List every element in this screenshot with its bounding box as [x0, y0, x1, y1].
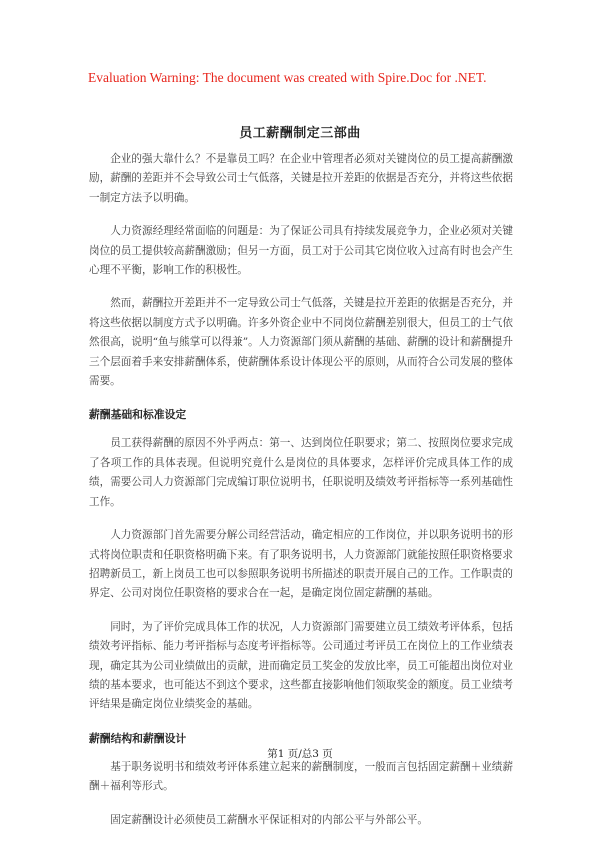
intro-paragraph-2: 人力资源经理经常面临的问题是：为了保证公司具有持续发展竞争力，企业必须对关键岗位的员工提供较高薪酬激励；但另一方面，员工对于公司其它岗位收入过高有时也会产生心理不平衡，影响工作的积极性。 [89, 225, 513, 277]
document-title: 员工薪酬制定三部曲 [239, 126, 361, 141]
intro-paragraph-1: 企业的强大靠什么？不是靠员工吗？在企业中管理者必须对关键岗位的员工提高薪酬激励，薪酬的差距并不会导致公司士气低落，关键是拉开差距的依据是否充分，并将这些依据一制定方法予以明确。 [89, 153, 513, 204]
document-body [89, 150, 513, 844]
intro-paragraph-3: 然而，薪酬拉开差距并不一定导致公司士气低落，关键是拉开差距的依据是否充分，并将这些依据以制度方式予以明确。许多外资企业中不同岗位薪酬差别很大，但员工的士气依然很高，说明“鱼与熊掌可以得兼”。人力资源部门须从薪酬的基础、薪酬的设计和薪酬提升三个层面着手来安排薪酬体系，使薪酬体系设计体现公平的原则，从而符合公司发展的整体需要。 [89, 297, 513, 388]
section1-paragraph-3: 同时，为了评价完成具体工作的状况，人力资源部门需要建立员工绩效考评体系，包括绩效考评指标、能力考评指标与态度考评指标等。公司通过考评员工在岗位上的工作业绩表现，确定其为公司业绩做出的贡献，进而确定员工奖金的发放比率，员工可能超出岗位对业绩的基本要求，也可能达不到这个要求，这些都直接影响他们领取奖金的额度。员工业绩考评结果是确定岗位业绩奖金的基础。 [89, 620, 513, 711]
section-heading-salary-basis: 薪酬基础和标准设定 [89, 408, 187, 422]
evaluation-warning: Evaluation Warning: The document was created with Spire.Doc for .NET. [88, 70, 487, 85]
section1-paragraph-2: 人力资源部门首先需要分解公司经营活动，确定相应的工作岗位，并以职务说明书的形式将岗位职责和任职资格明确下来。有了职务说明书，人力资源部门就能按照任职资格要求招聘新员工，新上岗员工也可以参照职务说明书所描述的职责开展自己的工作。工作职责的界定、公司对岗位任职资格的要求合在一起，是确定岗位固定薪酬的基础。 [89, 529, 513, 600]
section2-paragraph-1: 基于职务说明书和绩效考评体系建立起来的薪酬制度，一般而言包括固定薪酬＋业绩薪酬＋福利等形式。 [89, 760, 513, 793]
section1-paragraph-1: 员工获得薪酬的原因不外乎两点：第一、达到岗位任职要求；第二、按照岗位要求完成了各项工作的具体表现。但说明究竟什么是岗位的具体要求，怎样评价完成具体工作的成绩，需要公司人力资源部门完成编订职位说明书，任职说明及绩效考评指标等一系列基础性工作。 [89, 437, 513, 508]
section2-paragraph-2: 固定薪酬设计必须使员工薪酬水平保证相对的内部公平与外部公平。 [110, 813, 428, 826]
section-heading-salary-structure: 薪酬结构和薪酬设计 [89, 731, 187, 745]
page-number-footer: 第1 页/总3 页 [267, 748, 333, 760]
